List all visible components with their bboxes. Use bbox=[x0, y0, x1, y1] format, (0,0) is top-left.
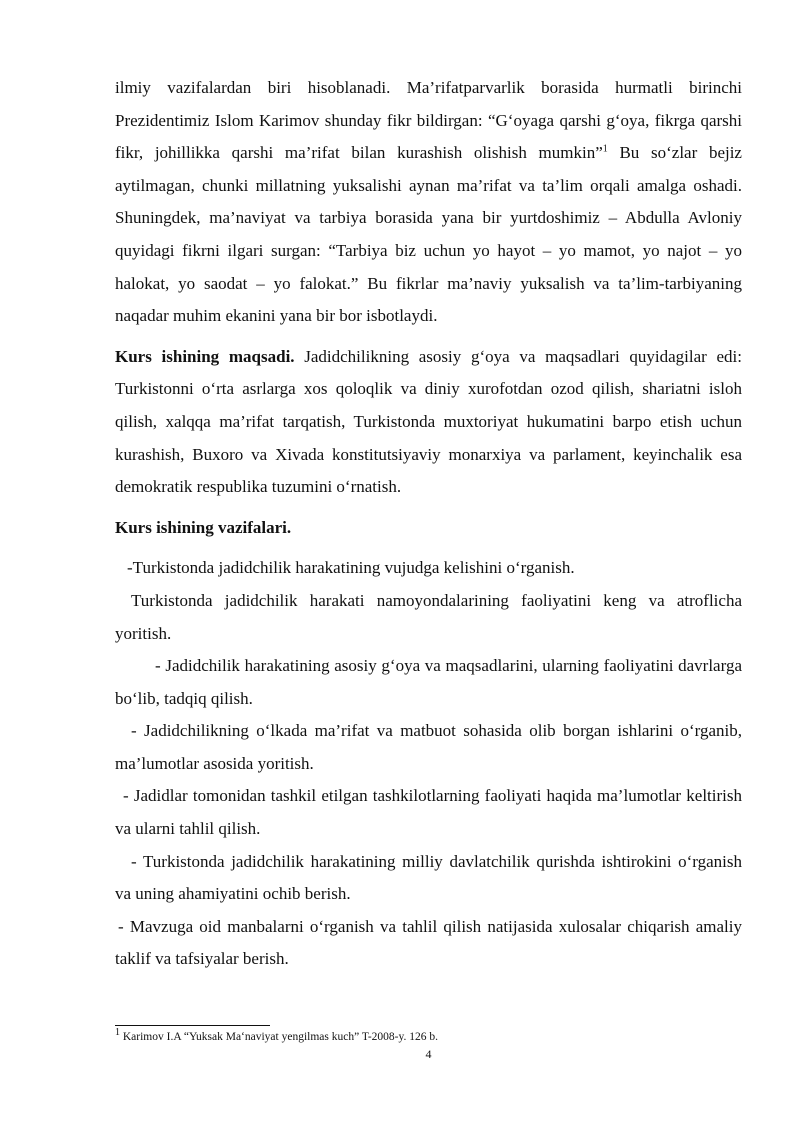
goal-text: Jadidchilikning asosiy g‘oya va maqsadlari quyidagilar edi: Turkistonni o‘rta asrlarga xos qoloqlik va diniy xurofotdan ozod qilish, shariatni isloh qilish, xalqqa ma’rifat tarqatish, Turkistonda muxtoriyat hukumatini barpo etish uchun kurashish, Buxoro va Xivada konstitutsiyaviy monarxiya va parlament, keyinchalik esa demokratik respublika tuzumini o‘rnatish. bbox=[115, 346, 742, 497]
task-item-4: - Jadidchilikning o‘lkada ma’rifat va matbuot sohasida olib borgan ishlarini o‘rganib, ma’lumotlar asosida yoritish. bbox=[115, 721, 742, 773]
task-item-5: - Jadidlar tomonidan tashkil etilgan tashkilotlarning faoliyati haqida ma’lumotlar keltirish va ularni tahlil qilish. bbox=[115, 786, 742, 839]
goal-heading: Kurs ishining maqsadi. bbox=[115, 346, 295, 366]
task-item-2: Turkistonda jadidchilik harakati namoyondalarining faoliyatini keng va atroflicha yoritish. bbox=[115, 590, 742, 643]
goal-paragraph bbox=[115, 341, 742, 504]
footnote-text: Karimov I.A “Yuksak Ma‘naviyat yengilmas kuch” T-2008-y. 126 b. bbox=[120, 1031, 439, 1043]
page-number: 4 bbox=[425, 1047, 432, 1061]
footnote-reference[interactable]: 1 bbox=[602, 143, 608, 155]
footnote bbox=[115, 1027, 439, 1044]
intro-paragraph bbox=[115, 72, 742, 333]
footnote-number: 1 bbox=[115, 1027, 120, 1039]
intro-text-before: ilmiy vazifalardan biri hisoblanadi. Ma’rifatparvarlik borasida hurmatli birinchi Prezidentimiz Islom Karimov shunday fikr bildirgan: “G‘oyaga qarshi g‘oya, fikrga qarshi fikr, johillikka qarshi ma’rifat bilan kurashish olishish mumkin” bbox=[115, 78, 742, 163]
task-item-7: - Mavzuga oid manbalarni o‘rganish va tahlil qilish natijasida xulosalar chiqarish amaliy taklif va tafsiyalar berish. bbox=[115, 916, 742, 969]
task-item-3: - Jadidchilik harakatining asosiy g‘oya va maqsadlarini, ularning faoliyatini davrlarga bo‘lib, tadqiq qilish. bbox=[115, 656, 742, 708]
footnote-separator bbox=[115, 1025, 270, 1026]
task-item-1: -Turkistonda jadidchilik harakatining vujudga kelishini o‘rganish. bbox=[127, 558, 575, 578]
tasks-heading: Kurs ishining vazifalari. bbox=[115, 517, 292, 537]
intro-text-after: Bu so‘zlar bejiz aytilmagan, chunki millatning yuksalishi aynan ma’rifat va ta’lim orqali amalga oshadi. Shuningdek, ma’naviyat va tarbiya borasida yana bir yurtdoshimiz – Abdulla Avloniy quyidagi fikrni ilgari surgan: “Tarbiya biz uchun yo hayot – yo mamot, yo najot – yo halokat, yo saodat – yo falokat.” Bu fikrlar ma’naviy yuksalish va ta’lim-tarbiyaning naqadar muhim ekanini yana bir bor isbotlaydi. bbox=[115, 143, 742, 326]
page-body bbox=[115, 72, 742, 976]
task-item-6: - Turkistonda jadidchilik harakatining milliy davlatchilik qurishda ishtirokini o‘rganish va uning ahamiyatini ochib berish. bbox=[115, 851, 742, 904]
